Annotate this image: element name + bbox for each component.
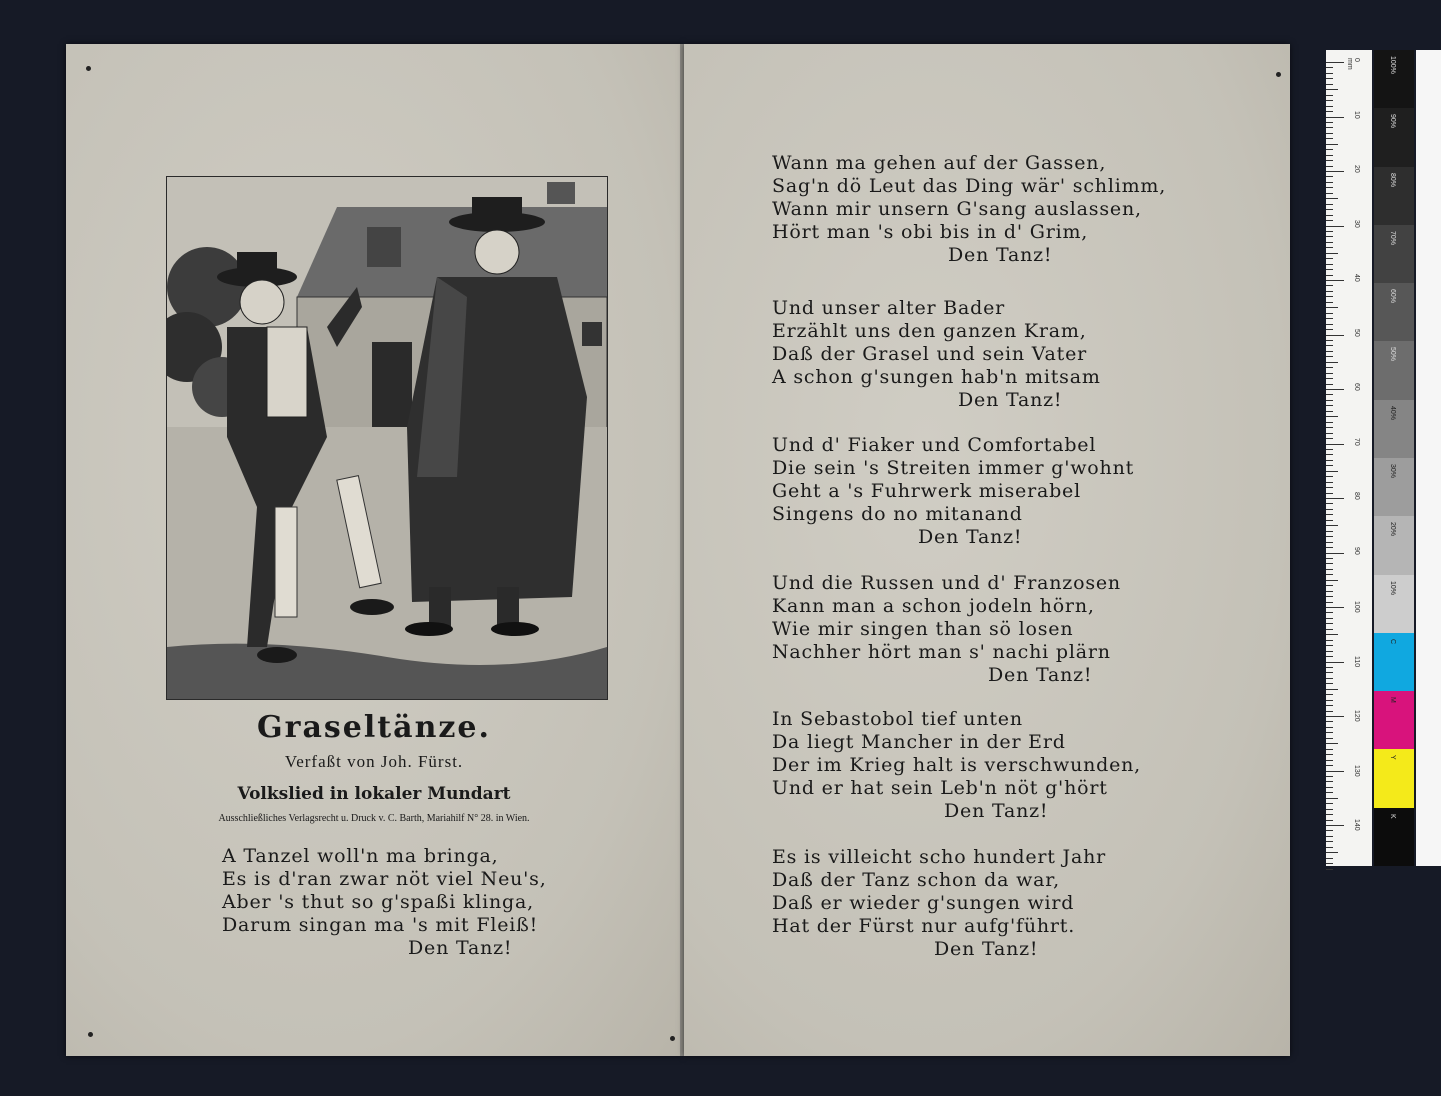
imprint-line: Ausschließliches Verlagsrecht u. Druck v. C. Barth, Mariahilf N° 28. in Wien. <box>218 813 530 824</box>
ruler-tick <box>1326 313 1333 314</box>
verse-line: In Sebastobol tief unten <box>772 708 1023 730</box>
ruler-tick <box>1326 623 1333 624</box>
ruler-tick <box>1326 634 1338 635</box>
ruler-tick <box>1326 247 1333 248</box>
ruler-tick <box>1326 509 1333 510</box>
ruler-tick <box>1326 373 1333 374</box>
verse-line: Singens do no mitanand <box>772 503 1023 525</box>
color-patch-label: Y <box>1389 755 1396 761</box>
ruler-tick <box>1326 220 1333 221</box>
ruler-label: 100 <box>1353 601 1360 613</box>
verse-line: Daß der Grasel und sein Vater <box>772 343 1088 365</box>
ruler-label: 20 <box>1353 165 1360 173</box>
ruler-tick <box>1326 460 1333 461</box>
ruler-tick <box>1326 171 1344 172</box>
color-patch-label: 80% <box>1389 172 1396 187</box>
ruler-tick <box>1326 514 1333 515</box>
ruler-tick <box>1326 563 1333 564</box>
ruler-tick <box>1326 340 1333 341</box>
ruler-tick <box>1326 694 1333 695</box>
ruler-tick <box>1326 422 1333 423</box>
ruler-tick <box>1326 602 1333 603</box>
ruler-label: 140 <box>1353 819 1360 831</box>
ruler-tick <box>1326 187 1333 188</box>
verse-stanza <box>772 572 1121 687</box>
ruler-tick <box>1326 798 1338 799</box>
ruler-tick <box>1326 378 1333 379</box>
ruler-tick <box>1326 607 1344 608</box>
ruler-tick <box>1326 433 1333 434</box>
verse-line: Hat der Fürst nur aufg'führt. <box>772 915 1076 937</box>
ruler-tick <box>1326 280 1344 281</box>
ruler-tick <box>1326 144 1338 145</box>
ruler-tick <box>1326 394 1333 395</box>
color-patch-label: 10% <box>1389 580 1396 595</box>
ruler-tick <box>1326 776 1333 777</box>
refrain-line: Den Tanz! <box>958 389 1063 411</box>
color-patch-label: 90% <box>1389 114 1396 129</box>
verse-line: Und d' Fiaker und Comfortabel <box>772 434 1097 456</box>
ruler-tick <box>1326 678 1333 679</box>
verse-line: Da liegt Mancher in der Erd <box>772 731 1066 753</box>
refrain-line: Den Tanz! <box>948 244 1053 266</box>
verse-line: Wie mir singen than sö losen <box>772 618 1074 640</box>
ruler-tick <box>1326 672 1333 673</box>
ruler-tick <box>1326 411 1333 412</box>
ruler-tick <box>1326 869 1333 870</box>
ruler-tick <box>1326 106 1333 107</box>
author-line: Verfaßt von Joh. Fürst. <box>284 752 464 771</box>
ruler-tick <box>1326 285 1333 286</box>
ruler-tick <box>1326 520 1333 521</box>
ruler-tick <box>1326 667 1333 668</box>
ruler-tick <box>1326 405 1333 406</box>
ruler-tick <box>1326 362 1338 363</box>
color-patch-label: 100% <box>1389 56 1396 74</box>
verse-stanza <box>222 845 547 960</box>
refrain-line: Den Tanz! <box>988 664 1093 686</box>
color-patch-label: 50% <box>1389 347 1396 362</box>
verse-stanza <box>772 434 1134 549</box>
refrain-line: Den Tanz! <box>934 938 1039 960</box>
ruler-label: 10 <box>1353 110 1360 119</box>
verse-line: Geht a 's Fuhrwerk miserabel <box>772 480 1081 502</box>
ruler-tick <box>1326 787 1333 788</box>
ruler-tick <box>1326 111 1333 112</box>
ruler-tick <box>1326 749 1333 750</box>
ruler-tick <box>1326 454 1333 455</box>
ruler-tick <box>1326 133 1333 134</box>
ruler-tick <box>1326 487 1333 488</box>
ruler-tick <box>1326 662 1344 663</box>
verse-line: Aber 's thut so g'spaßi klinga, <box>222 891 534 913</box>
verse-line: Daß der Tanz schon da war, <box>772 869 1060 891</box>
ruler-tick <box>1326 416 1338 417</box>
ruler-tick <box>1326 209 1333 210</box>
ruler-tick <box>1326 275 1333 276</box>
verse-line: Es is villeicht scho hundert Jahr <box>772 846 1107 868</box>
ruler-tick <box>1326 400 1333 401</box>
color-patch <box>1374 749 1414 807</box>
ruler-tick <box>1326 226 1344 227</box>
ruler-tick <box>1326 721 1333 722</box>
refrain-line: Den Tanz! <box>944 800 1049 822</box>
ruler-tick <box>1326 449 1333 450</box>
color-patch <box>1374 691 1414 749</box>
ruler-tick <box>1326 444 1344 445</box>
ruler-tick <box>1326 356 1333 357</box>
ruler-tick <box>1326 242 1333 243</box>
ruler-tick <box>1326 711 1333 712</box>
subtitle-line: Volkslied in lokaler Mundart <box>237 784 511 804</box>
ruler-tick <box>1326 264 1333 265</box>
ruler-tick <box>1326 231 1333 232</box>
ruler-tick <box>1326 291 1333 292</box>
ruler-tick <box>1326 324 1333 325</box>
ruler-tick <box>1326 296 1333 297</box>
verse-line: A schon g'sungen hab'n mitsam <box>772 366 1101 388</box>
ruler-tick <box>1326 138 1333 139</box>
ruler-label: 80 <box>1353 492 1360 500</box>
ruler-tick <box>1326 100 1333 101</box>
ruler-tick <box>1326 847 1333 848</box>
ruler-tick <box>1326 503 1333 504</box>
ruler-tick <box>1326 645 1333 646</box>
ruler-tick <box>1326 580 1338 581</box>
ruler-tick <box>1326 498 1344 499</box>
ruler-tick <box>1326 215 1333 216</box>
ruler-tick <box>1326 629 1333 630</box>
ruler-tick <box>1326 841 1333 842</box>
pin-hole <box>670 1036 675 1041</box>
ruler-unit-label: 0 mm <box>1346 58 1360 70</box>
ruler-tick <box>1326 683 1333 684</box>
color-patch <box>1374 167 1414 225</box>
ruler-tick <box>1326 574 1333 575</box>
ruler-label: 130 <box>1353 764 1360 777</box>
ruler-tick <box>1326 73 1333 74</box>
ruler-tick <box>1326 62 1344 63</box>
refrain-line: Den Tanz! <box>408 937 513 959</box>
ruler-tick <box>1326 716 1344 717</box>
ruler-tick <box>1326 700 1333 701</box>
ruler-tick <box>1326 193 1333 194</box>
ruler-tick <box>1326 781 1333 782</box>
ruler-tick <box>1326 585 1333 586</box>
verse-line: Wann mir unsern G'sang auslassen, <box>772 198 1142 220</box>
color-patch <box>1374 633 1414 691</box>
ruler-tick <box>1326 302 1333 303</box>
ruler-tick <box>1326 525 1338 526</box>
ruler-tick <box>1326 596 1333 597</box>
ruler-tick <box>1326 765 1333 766</box>
woodcut-illustration <box>166 176 608 700</box>
ruler-tick <box>1326 531 1333 532</box>
ruler-tick <box>1326 640 1333 641</box>
verse-line: Und er hat sein Leb'n nöt g'hört <box>772 777 1108 799</box>
pin-hole <box>88 1032 93 1037</box>
verse-stanza <box>772 152 1166 267</box>
verse-line: Wann ma gehen auf der Gassen, <box>772 152 1107 174</box>
ruler-tick <box>1326 182 1333 183</box>
ruler-tick <box>1326 269 1333 270</box>
ruler-tick <box>1326 204 1333 205</box>
ruler-label: 60 <box>1353 383 1360 391</box>
verse-line: Und unser alter Bader <box>772 297 1006 319</box>
color-patch <box>1374 458 1414 516</box>
ruler-tick <box>1326 160 1333 161</box>
ruler-tick <box>1326 809 1333 810</box>
ruler-tick <box>1326 547 1333 548</box>
ruler-tick <box>1326 89 1338 90</box>
verse-line: Und die Russen und d' Franzosen <box>772 572 1121 594</box>
ruler-tick <box>1326 67 1333 68</box>
color-patch-label: 60% <box>1389 289 1396 304</box>
refrain-line: Den Tanz! <box>918 526 1023 548</box>
document-title: Graseltänze. <box>257 710 491 745</box>
ruler-tick <box>1326 591 1333 592</box>
ruler-tick <box>1326 236 1333 237</box>
color-patch-label: C <box>1389 638 1396 644</box>
ruler-tick <box>1326 351 1333 352</box>
ruler-tick <box>1326 803 1333 804</box>
ruler-tick <box>1326 558 1333 559</box>
ruler-tick <box>1326 427 1333 428</box>
ruler-tick <box>1326 656 1333 657</box>
verse-line: Hört man 's obi bis in d' Grim, <box>772 221 1089 243</box>
ruler-tick <box>1326 476 1333 477</box>
color-calibration-target <box>1320 48 1441 868</box>
ruler-label: 110 <box>1353 655 1360 667</box>
color-patch <box>1374 50 1414 108</box>
color-patch <box>1374 225 1414 283</box>
ruler-tick <box>1326 465 1333 466</box>
ruler-tick <box>1326 705 1333 706</box>
ruler-tick <box>1326 836 1333 837</box>
verse-line: Der im Krieg halt is verschwunden, <box>772 754 1142 776</box>
verse-line: Sag'n dö Leut das Ding wär' schlimm, <box>772 175 1167 197</box>
verse-line: Daß er wieder g'sungen wird <box>772 892 1075 914</box>
color-patch <box>1374 108 1414 166</box>
ruler-tick <box>1326 792 1333 793</box>
mm-ruler <box>1326 50 1372 866</box>
verse-line: Erzählt uns den ganzen Kram, <box>772 320 1087 342</box>
ruler-tick <box>1326 318 1333 319</box>
ruler-tick <box>1326 384 1333 385</box>
color-patch <box>1374 575 1414 633</box>
ruler-label: 30 <box>1353 219 1360 228</box>
white-reference-strip <box>1416 50 1441 866</box>
ruler-tick <box>1326 482 1333 483</box>
ruler-tick <box>1326 307 1338 308</box>
ruler-tick <box>1326 820 1333 821</box>
ruler-tick <box>1326 858 1333 859</box>
verse-line: Nachher hört man s' nachi plärn <box>772 641 1111 663</box>
ruler-tick <box>1326 727 1333 728</box>
ruler-tick <box>1326 438 1333 439</box>
ruler-tick <box>1326 345 1333 346</box>
color-patch-label: M <box>1389 697 1396 703</box>
ruler-tick <box>1326 732 1333 733</box>
color-patch-label: 30% <box>1389 464 1396 479</box>
color-patch-label: K <box>1389 813 1396 819</box>
ruler-label: 70 <box>1353 437 1360 446</box>
color-patch <box>1374 400 1414 458</box>
ruler-tick <box>1326 553 1344 554</box>
ruler-tick <box>1326 149 1333 150</box>
ruler-tick <box>1326 760 1333 761</box>
ruler-tick <box>1326 117 1344 118</box>
ruler-tick <box>1326 569 1333 570</box>
ruler-tick <box>1326 84 1333 85</box>
ruler-tick <box>1326 198 1338 199</box>
ruler-tick <box>1326 771 1344 772</box>
ruler-tick <box>1326 78 1333 79</box>
verse-line: Kann man a schon jodeln hörn, <box>772 595 1095 617</box>
ruler-tick <box>1326 863 1333 864</box>
color-patch <box>1374 283 1414 341</box>
ruler-tick <box>1326 95 1333 96</box>
ruler-tick <box>1326 471 1338 472</box>
color-patch <box>1374 516 1414 574</box>
pin-hole <box>86 66 91 71</box>
verse-stanza <box>772 846 1106 961</box>
ruler-tick <box>1326 542 1333 543</box>
ruler-tick <box>1326 367 1333 368</box>
ruler-tick <box>1326 830 1333 831</box>
verse-stanza <box>772 708 1141 823</box>
ruler-tick <box>1326 651 1333 652</box>
ruler-tick <box>1326 166 1333 167</box>
ruler-tick <box>1326 612 1333 613</box>
ruler-tick <box>1326 754 1333 755</box>
color-patch-label: 70% <box>1389 230 1396 245</box>
color-patch <box>1374 808 1414 866</box>
verse-stanza <box>772 297 1101 412</box>
ruler-tick <box>1326 689 1338 690</box>
ruler-tick <box>1326 618 1333 619</box>
ruler-tick <box>1326 738 1333 739</box>
ruler-tick <box>1326 814 1333 815</box>
verse-line: Es is d'ran zwar nöt viel Neu's, <box>222 868 547 890</box>
pin-hole <box>1276 72 1281 77</box>
ruler-tick <box>1326 493 1333 494</box>
color-patch-label: 20% <box>1389 522 1396 537</box>
ruler-tick <box>1326 127 1333 128</box>
ruler-tick <box>1326 335 1344 336</box>
ruler-tick <box>1326 536 1333 537</box>
color-patch-label: 40% <box>1389 405 1396 420</box>
ruler-tick <box>1326 155 1333 156</box>
verse-line: Darum singan ma 's mit Fleiß! <box>222 914 539 936</box>
ruler-tick <box>1326 176 1333 177</box>
color-patch <box>1374 341 1414 399</box>
ruler-label: 40 <box>1353 274 1360 282</box>
ruler-tick <box>1326 389 1344 390</box>
ruler-label: 120 <box>1353 710 1360 722</box>
ruler-tick <box>1326 852 1338 853</box>
ruler-tick <box>1326 329 1333 330</box>
ruler-tick <box>1326 253 1338 254</box>
ruler-tick <box>1326 258 1333 259</box>
ruler-tick <box>1326 825 1344 826</box>
gray-scale-strip <box>1374 50 1414 866</box>
ruler-label: 50 <box>1353 328 1360 337</box>
ruler-tick <box>1326 122 1333 123</box>
ruler-tick <box>1326 743 1338 744</box>
verse-line: A Tanzel woll'n ma bringa, <box>222 845 499 867</box>
verse-line: Die sein 's Streiten immer g'wohnt <box>772 457 1135 479</box>
ruler-label: 90 <box>1353 546 1360 555</box>
